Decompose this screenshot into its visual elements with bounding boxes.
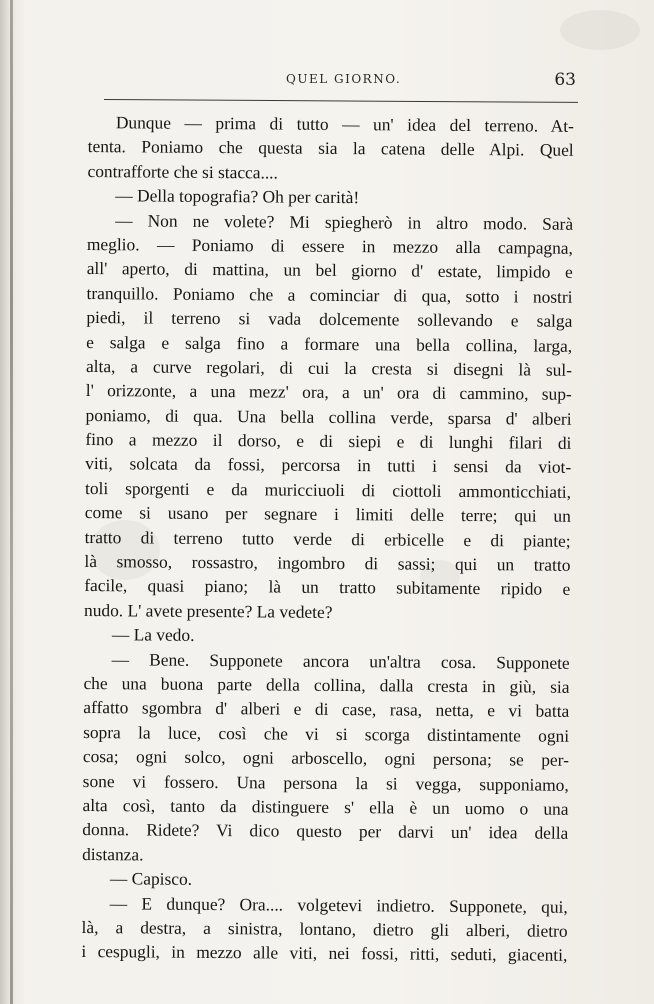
text-line: tenta. Poniamo che questa sia la catena delle Alpi. Quel [87,136,574,161]
text-line: distanza. [82,843,144,865]
text-line: nudo. L' avete presente? La vedete? [83,599,333,622]
text-line: meglio. — Poniamo di essere in mezzo alla campagna, [86,233,574,258]
paper-stain [560,10,640,50]
body-text [81,110,574,967]
text-line: affatto sgombra d' alberi e di case, rasa, netta, e vi batta [83,697,570,722]
text-line: — Non ne volete? Mi spiegherò in altro modo. Sarà [115,209,574,234]
text-line: — La vedo. [111,624,195,646]
text-line: viti, solcata da fossi, percorsa in tutti i sensi da viot- [85,453,572,478]
text-line: facile, quasi piano; là un tratto subitamente ripido e [84,575,571,600]
text-line: e salga e salga fino a formare una bella collina, larga, [86,331,573,356]
text-line: sone vi fossero. Una persona la si vegga, supponiamo, [82,770,569,795]
header-rule [104,99,578,103]
text-line: — Della topografia? Oh per carità! [115,185,360,208]
text-line: — Bene. Supponete ancora un'altra cosa. Supponete [111,648,570,673]
text-line: all' aperto, di mattina, un bel giorno d' estate, limpido e [86,258,573,283]
text-line: l' orizzonte, a una mezz' ora, a un' ora di cammino, sup- [85,380,572,405]
text-line: Dunque — prima di tutto — un' idea del terreno. At- [115,112,574,136]
page-header [100,66,578,96]
text-line: là smosso, rossastro, ingombro di sassi; qui un tratto [84,551,571,575]
text-line: sopra la luce, così che vi si scorga distintamente ogni [83,721,570,746]
text-line: — E dunque? Ora.... volgetevi indietro. Supponete, qui, [109,892,568,917]
running-title: QUEL GIORNO. [286,72,402,86]
text-line: donna. Ridete? Vi dico questo per darvi un' idea della [82,819,569,844]
text-line: poniamo, di qua. Una bella collina verde, sparsa d' alberi [85,404,572,429]
text-line: là, a destra, a sinistra, lontano, dietro gli alberi, dietro [81,916,568,941]
text-line: alta, a curve regolari, di cui la cresta si disegni là sul- [85,355,573,380]
page-number: 63 [554,70,576,90]
text-line: piedi, il terreno si vada dolcemente sollevando e salga [86,307,573,331]
text-line: che una buona parte della collina, dalla cresta in giù, sia [83,672,570,697]
text-line: tranquillo. Poniamo che a cominciar di qua, sotto i nostri [86,282,573,307]
text-line: contrafforte che si stacca.... [87,160,279,183]
text-line: come si usano per segnare i limiti delle terre; qui un [84,502,571,527]
text-line: cosa; ogni solco, ogni arboscello, ogni persona; se per- [82,746,569,770]
text-line: fino a mezzo il dorso, e di siepi e di lunghi filari di [85,429,572,453]
page-binding-edge [10,0,13,1004]
text-line: toli sporgenti e da muricciuoli di ciottoli ammonticchiati, [84,477,572,502]
text-line: alta così, tanto da distinguere s' ella è un uomo o una [82,794,569,819]
text-line: — Capisco. [109,868,193,889]
text-line: i cespugli, in mezzo alle viti, nei fossi, ritti, seduti, giacenti, [81,941,568,966]
text-line: tratto di terreno tutto verde di erbicelle e di piante; [84,526,571,551]
